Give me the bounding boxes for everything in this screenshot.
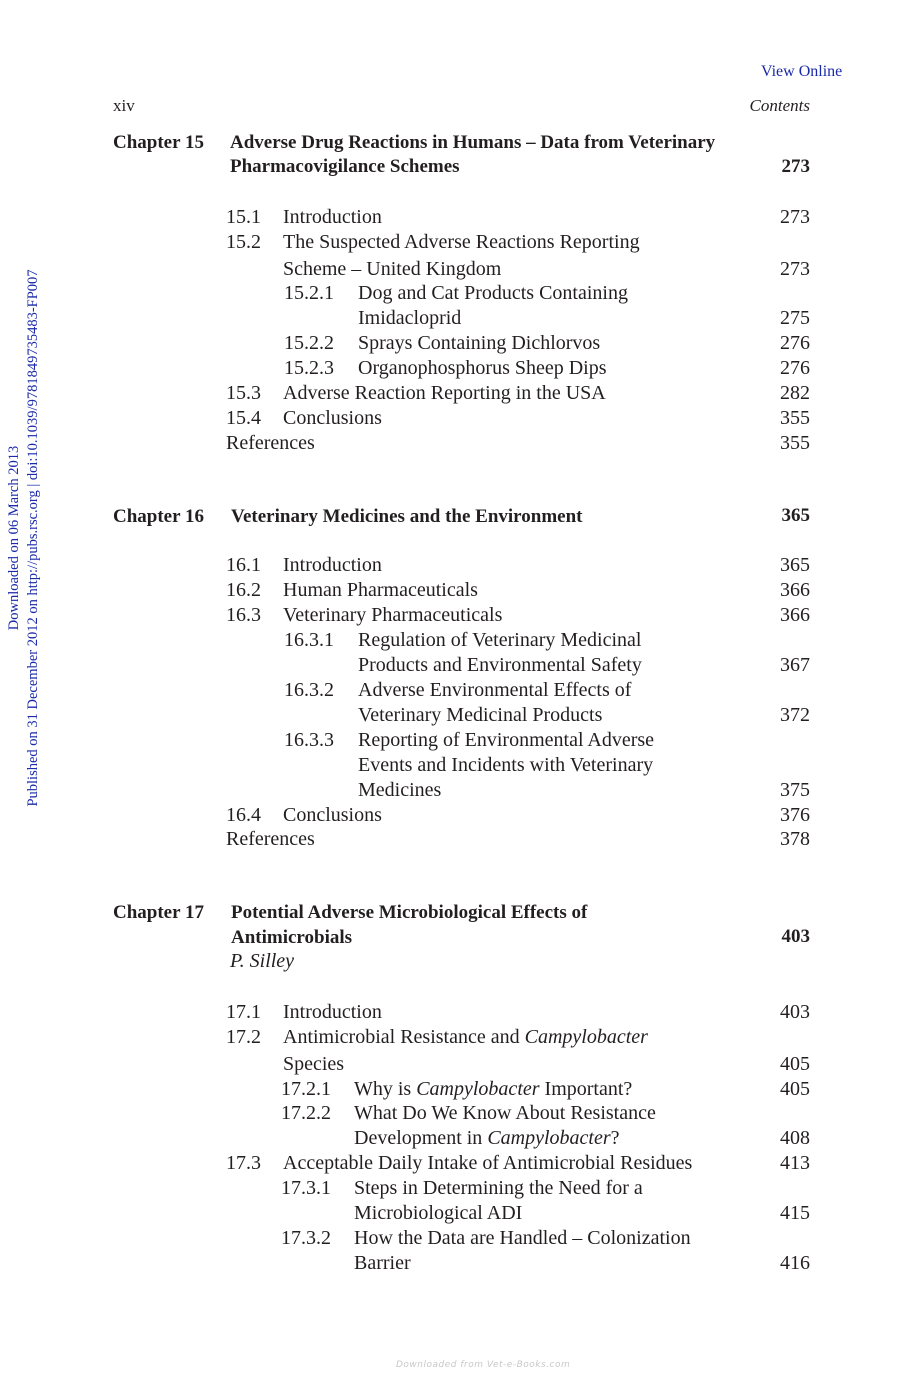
section-title-cont[interactable]: Species — [283, 1053, 345, 1075]
subsection-title[interactable]: Sprays Containing Dichlorvos — [358, 332, 601, 354]
chapter-title-line: Antimicrobials — [231, 927, 353, 948]
section-title[interactable]: Introduction — [283, 206, 382, 228]
section-number: 15.4 — [226, 407, 261, 429]
section-page: 273 — [780, 258, 810, 280]
subsection-page: 275 — [780, 307, 810, 329]
subsection-title[interactable]: How the Data are Handled – Colonization — [354, 1227, 691, 1249]
section-number: 15.1 — [226, 206, 261, 228]
title-text: Antimicrobial Resistance and — [283, 1026, 525, 1048]
subsection-title[interactable]: Organophosphorus Sheep Dips — [358, 357, 607, 379]
section-number: 16.3 — [226, 604, 261, 626]
title-text: ? — [610, 1127, 620, 1149]
section-page: 355 — [780, 407, 810, 429]
section-title[interactable]: Conclusions — [283, 804, 382, 826]
subsection-page: 415 — [780, 1202, 810, 1224]
subsection-page: 367 — [780, 654, 810, 676]
subsection-title-cont[interactable]: Microbiological ADI — [354, 1202, 523, 1224]
section-page: 413 — [780, 1152, 810, 1174]
chapter-label: Chapter 15 — [113, 132, 204, 153]
section-page: 403 — [780, 1001, 810, 1023]
title-italic: Campylobacter — [487, 1127, 611, 1149]
subsection-title[interactable]: What Do We Know About Resistance — [354, 1102, 656, 1124]
section-number: 17.1 — [226, 1001, 261, 1023]
section-page: 273 — [780, 206, 810, 228]
subsection-page: 375 — [780, 779, 810, 801]
references-link[interactable]: References — [226, 828, 315, 850]
section-number: 16.2 — [226, 579, 261, 601]
section-number: 17.3 — [226, 1152, 261, 1174]
subsection-title-cont[interactable]: Barrier — [354, 1252, 411, 1274]
subsection-number: 15.2.1 — [284, 282, 334, 304]
section-title[interactable] — [283, 1025, 648, 1050]
section-title[interactable]: Adverse Reaction Reporting in the USA — [283, 382, 606, 404]
subsection-title[interactable]: Steps in Determining the Need for a — [354, 1177, 643, 1199]
subsection-page: 416 — [780, 1252, 810, 1274]
subsection-page: 276 — [780, 357, 810, 379]
subsection-title-cont[interactable]: Imidacloprid — [358, 307, 462, 329]
section-number: 17.2 — [226, 1026, 261, 1048]
title-italic: Campylobacter — [416, 1078, 540, 1100]
subsection-number: 17.2.2 — [281, 1102, 331, 1124]
sidebar-downloaded-line: Downloaded on 06 March 2013 — [6, 445, 22, 631]
title-italic: Campylobacter — [524, 1026, 648, 1048]
subsection-page: 405 — [780, 1078, 810, 1100]
section-page: 365 — [780, 554, 810, 576]
chapter-title-line: Adverse Drug Reactions in Humans – Data from Veterinary — [230, 132, 716, 153]
subsection-title-cont[interactable] — [354, 1126, 620, 1151]
section-page: 405 — [780, 1053, 810, 1075]
subsection-title[interactable] — [354, 1077, 632, 1102]
subsection-title-cont[interactable]: Medicines — [358, 779, 442, 801]
section-page: 366 — [780, 604, 810, 626]
subsection-title-cont[interactable]: Events and Incidents with Veterinary — [358, 754, 654, 776]
subsection-number: 16.3.2 — [284, 679, 334, 701]
subsection-title[interactable]: Adverse Environmental Effects of — [358, 679, 632, 701]
chapter-title-line: Potential Adverse Microbiological Effects of — [231, 902, 588, 923]
subsection-page: 408 — [780, 1127, 810, 1149]
section-number: 16.4 — [226, 804, 261, 826]
references-page: 378 — [780, 828, 810, 850]
subsection-title-cont[interactable]: Veterinary Medicinal Products — [358, 704, 603, 726]
subsection-title-cont[interactable]: Products and Environmental Safety — [358, 654, 642, 676]
subsection-number: 17.3.1 — [281, 1177, 331, 1199]
section-title-cont[interactable]: Scheme – United Kingdom — [283, 258, 502, 280]
subsection-page: 372 — [780, 704, 810, 726]
subsection-number: 16.3.1 — [284, 629, 334, 651]
chapter-page: 403 — [781, 926, 810, 947]
subsection-title[interactable]: Regulation of Veterinary Medicinal — [358, 629, 642, 651]
subsection-number: 15.2.3 — [284, 357, 334, 379]
sidebar-published-line[interactable]: Published on 31 December 2012 on http://pubs.rsc.org | doi:10.1039/9781849735483-FP007 — [25, 269, 41, 807]
section-number: 16.1 — [226, 554, 261, 576]
page-number: xiv — [113, 96, 135, 115]
section-page: 282 — [780, 382, 810, 404]
section-title[interactable]: Acceptable Daily Intake of Antimicrobial Residues — [283, 1152, 693, 1174]
subsection-title[interactable]: Dog and Cat Products Containing — [358, 282, 628, 304]
subsection-title[interactable]: Reporting of Environmental Adverse — [358, 729, 655, 751]
section-title[interactable]: Introduction — [283, 554, 382, 576]
subsection-page: 276 — [780, 332, 810, 354]
references-link[interactable]: References — [226, 432, 315, 454]
title-text: Development in — [354, 1127, 488, 1149]
chapter-page: 365 — [781, 505, 810, 526]
subsection-number: 17.2.1 — [281, 1078, 331, 1100]
references-page: 355 — [780, 432, 810, 454]
subsection-number: 16.3.3 — [284, 729, 334, 751]
chapter-label: Chapter 17 — [113, 902, 204, 923]
section-title[interactable]: The Suspected Adverse Reactions Reporting — [283, 231, 640, 253]
subsection-number: 15.2.2 — [284, 332, 334, 354]
chapter-label: Chapter 16 — [113, 506, 204, 527]
section-title[interactable]: Human Pharmaceuticals — [283, 579, 478, 601]
footer-watermark: Downloaded from Vet-e-Books.com — [396, 1360, 571, 1370]
subsection-number: 17.3.2 — [281, 1227, 331, 1249]
chapter-author: P. Silley — [230, 950, 295, 972]
section-title[interactable]: Conclusions — [283, 407, 382, 429]
section-title[interactable]: Veterinary Pharmaceuticals — [283, 604, 503, 626]
section-number: 15.2 — [226, 231, 261, 253]
title-text: Why is — [354, 1078, 417, 1100]
section-page: 376 — [780, 804, 810, 826]
chapter-page: 273 — [781, 156, 810, 177]
running-title: Contents — [749, 96, 810, 115]
section-number: 15.3 — [226, 382, 261, 404]
section-page: 366 — [780, 579, 810, 601]
title-text: Important? — [539, 1078, 633, 1100]
chapter-title-line: Veterinary Medicines and the Environment — [231, 506, 583, 527]
view-online-link[interactable]: View Online — [761, 63, 843, 80]
chapter-title-line: Pharmacovigilance Schemes — [230, 156, 460, 177]
section-title[interactable]: Introduction — [283, 1001, 382, 1023]
